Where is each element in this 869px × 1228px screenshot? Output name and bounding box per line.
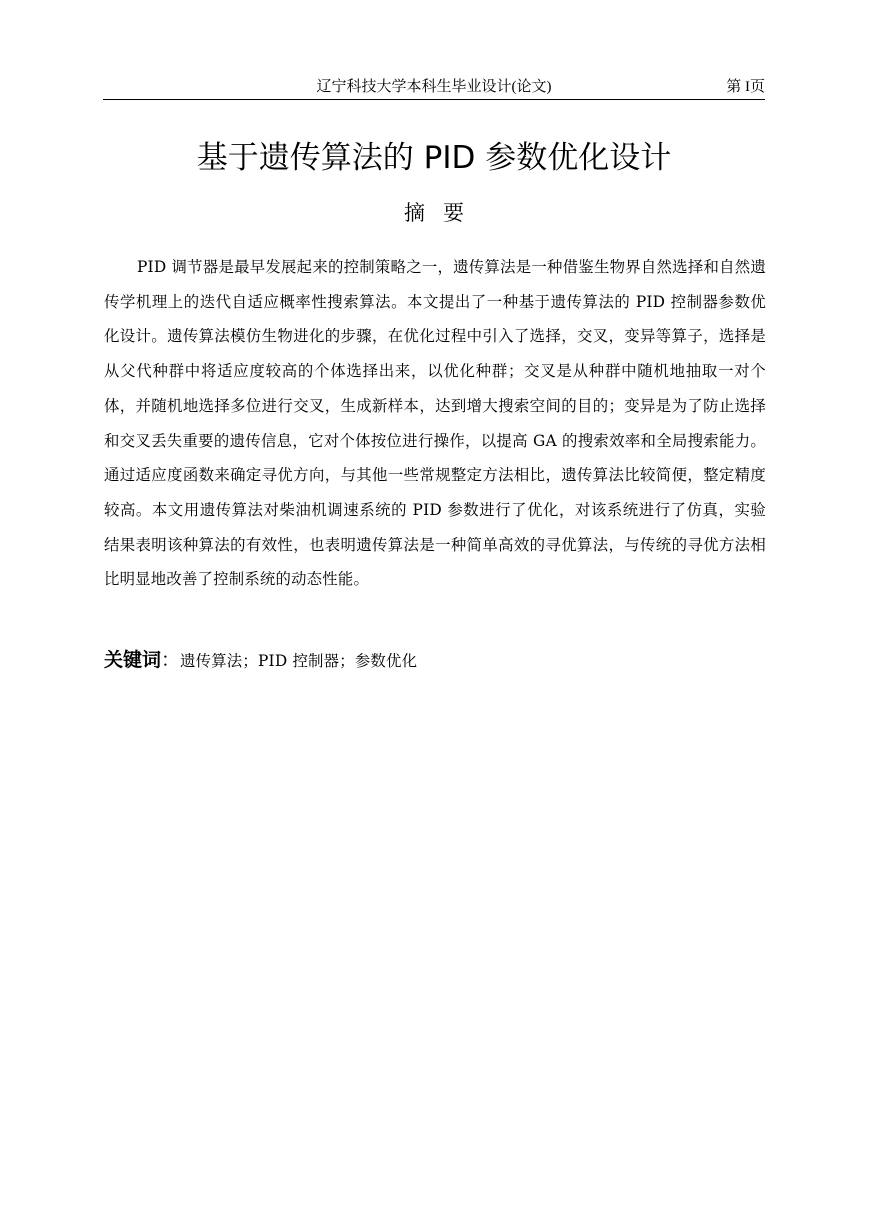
page-header (103, 76, 765, 100)
keywords-text: 遗传算法；PID 控制器；参数优化 (180, 652, 418, 670)
header-page-number: 第 I页 (726, 79, 765, 95)
abstract-paragraph: PID 调节器是最早发展起来的控制策略之一，遗传算法是一种借鉴生物界自然选择和自然遗传学机理上的迭代自适应概率性搜索算法。本文提出了一种基于遗传算法的 PID 控制器参数优化设计。遗传算法模仿生物进化的步骤，在优化过程中引入了选择，交叉，变异等算子，选择是从父代种群中将适应度较高的个体选择出来，以优化种群；交叉是从种群中随机地抽取一对个体，并随机地选择多位进行交叉，生成新样本，达到增大搜索空间的目的；变异是为了防止选择和交叉丢失重要的遗传信息，它对个体按位进行操作，以提高 GA 的搜索效率和全局搜索能力。通过适应度函数来确定寻优方向，与其他一些常规整定方法相比，遗传算法比较简便，整定精度较高。本文用遗传算法对柴油机调速系统的 PID 参数进行了优化，对该系统进行了仿真，实验结果表明该种算法的有效性，也表明遗传算法是一种简单高效的寻优算法，与传统的寻优方法相比明显地改善了控制系统的动态性能。 (104, 258, 766, 589)
keywords-label: 关键词 (104, 649, 162, 671)
abstract-heading: 摘要 (404, 201, 482, 225)
document-title: 基于遗传算法的 PID 参数优化设计 (196, 140, 672, 176)
header-title: 辽宁科技大学本科生毕业设计(论文) (316, 79, 552, 95)
keywords-colon: ： (161, 649, 181, 671)
keywords-line (104, 644, 766, 678)
